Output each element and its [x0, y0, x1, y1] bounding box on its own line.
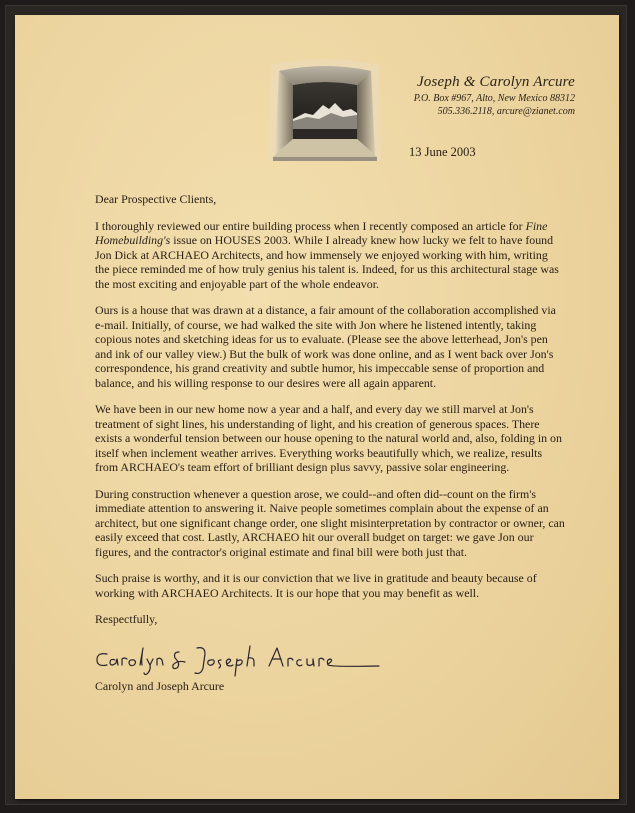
window-valley-view-icon	[265, 57, 385, 169]
letter-page	[15, 15, 619, 799]
letter-body	[95, 192, 565, 627]
paragraph-1	[95, 219, 565, 292]
document-frame	[5, 5, 627, 805]
letterhead-name: Joseph & Carolyn Arcure	[416, 74, 575, 90]
paragraph-5: Such praise is worthy, and it is our conviction that we live in gratitude and beauty because of working with ARCHAEO Architects. It is our hope that you may benefit as well.	[95, 571, 537, 600]
paragraph-4: During construction whenever a question arose, we could--and often did--count on the firm's immediate attention to answering it. Naive people sometimes complain about the expense of an architect, but one significant change order, one slight misinterpretation by contractor or owner, can easily exceed that cost. Lastly, ARCHAEO hit our overall budget on target: we gave Jon our figures, and the contractor's original estimate and final bill were both just that.	[95, 486, 565, 559]
closing: Respectfully,	[95, 612, 158, 626]
letterhead	[375, 73, 575, 118]
letter-date: 13 June 2003	[409, 145, 476, 159]
paragraph-2: Ours is a house that was drawn at a distance, a fair amount of the collaboration accomplished via e-mail. Initially, of course, we had walked the site with Jon where he listened intently, taking copious notes and sketching ideas for us to evaluate. (Please see the above letterhead, Jon's pen and ink of our valley view.) But the bulk of work was done online, and as I went back over Jon's correspondence, his grand creativity and subtle humor, his impeccable sense of proportion and balance, and his willing response to our desires were all again apparent.	[95, 303, 556, 390]
paragraph-3: We have been in our new home now a year and a half, and every day we still marvel at Jon's treatment of sight lines, his understanding of light, and his creation of generous spaces. There exists a wonderful tension between our house opening to the natural world and, also, folding in on itself when inclement weather arrives. Everything works beautifully which, we realize, results from ARCHAEO's team effort of brilliant design plus savvy, passive solar engineering.	[95, 402, 562, 474]
letterhead-address: P.O. Box #967, Alto, New Mexico 88312	[413, 93, 575, 104]
salutation: Dear Prospective Clients,	[95, 192, 217, 206]
handwritten-signature	[93, 640, 383, 680]
paragraph-1-text-after: issue on HOUSES 2003. While I already knew how lucky we felt to have found Jon Dick at ARCHAEO Architects, and how immensely we enjoyed working with him, writing the piece reminded me of how truly genius his talent is. Indeed, for us this architectural stage was the most exciting and enjoyable part of the whole endeavor.	[95, 233, 559, 291]
publication-title: Fine Homebuilding's	[95, 218, 548, 247]
letterhead-contact: 505.336.2118, arcure@zianet.com	[437, 106, 575, 117]
paragraph-1-text-before: I thoroughly reviewed our entire building process when I recently composed an article for	[95, 218, 526, 233]
signed-name: Carolyn and Joseph Arcure	[95, 679, 225, 693]
